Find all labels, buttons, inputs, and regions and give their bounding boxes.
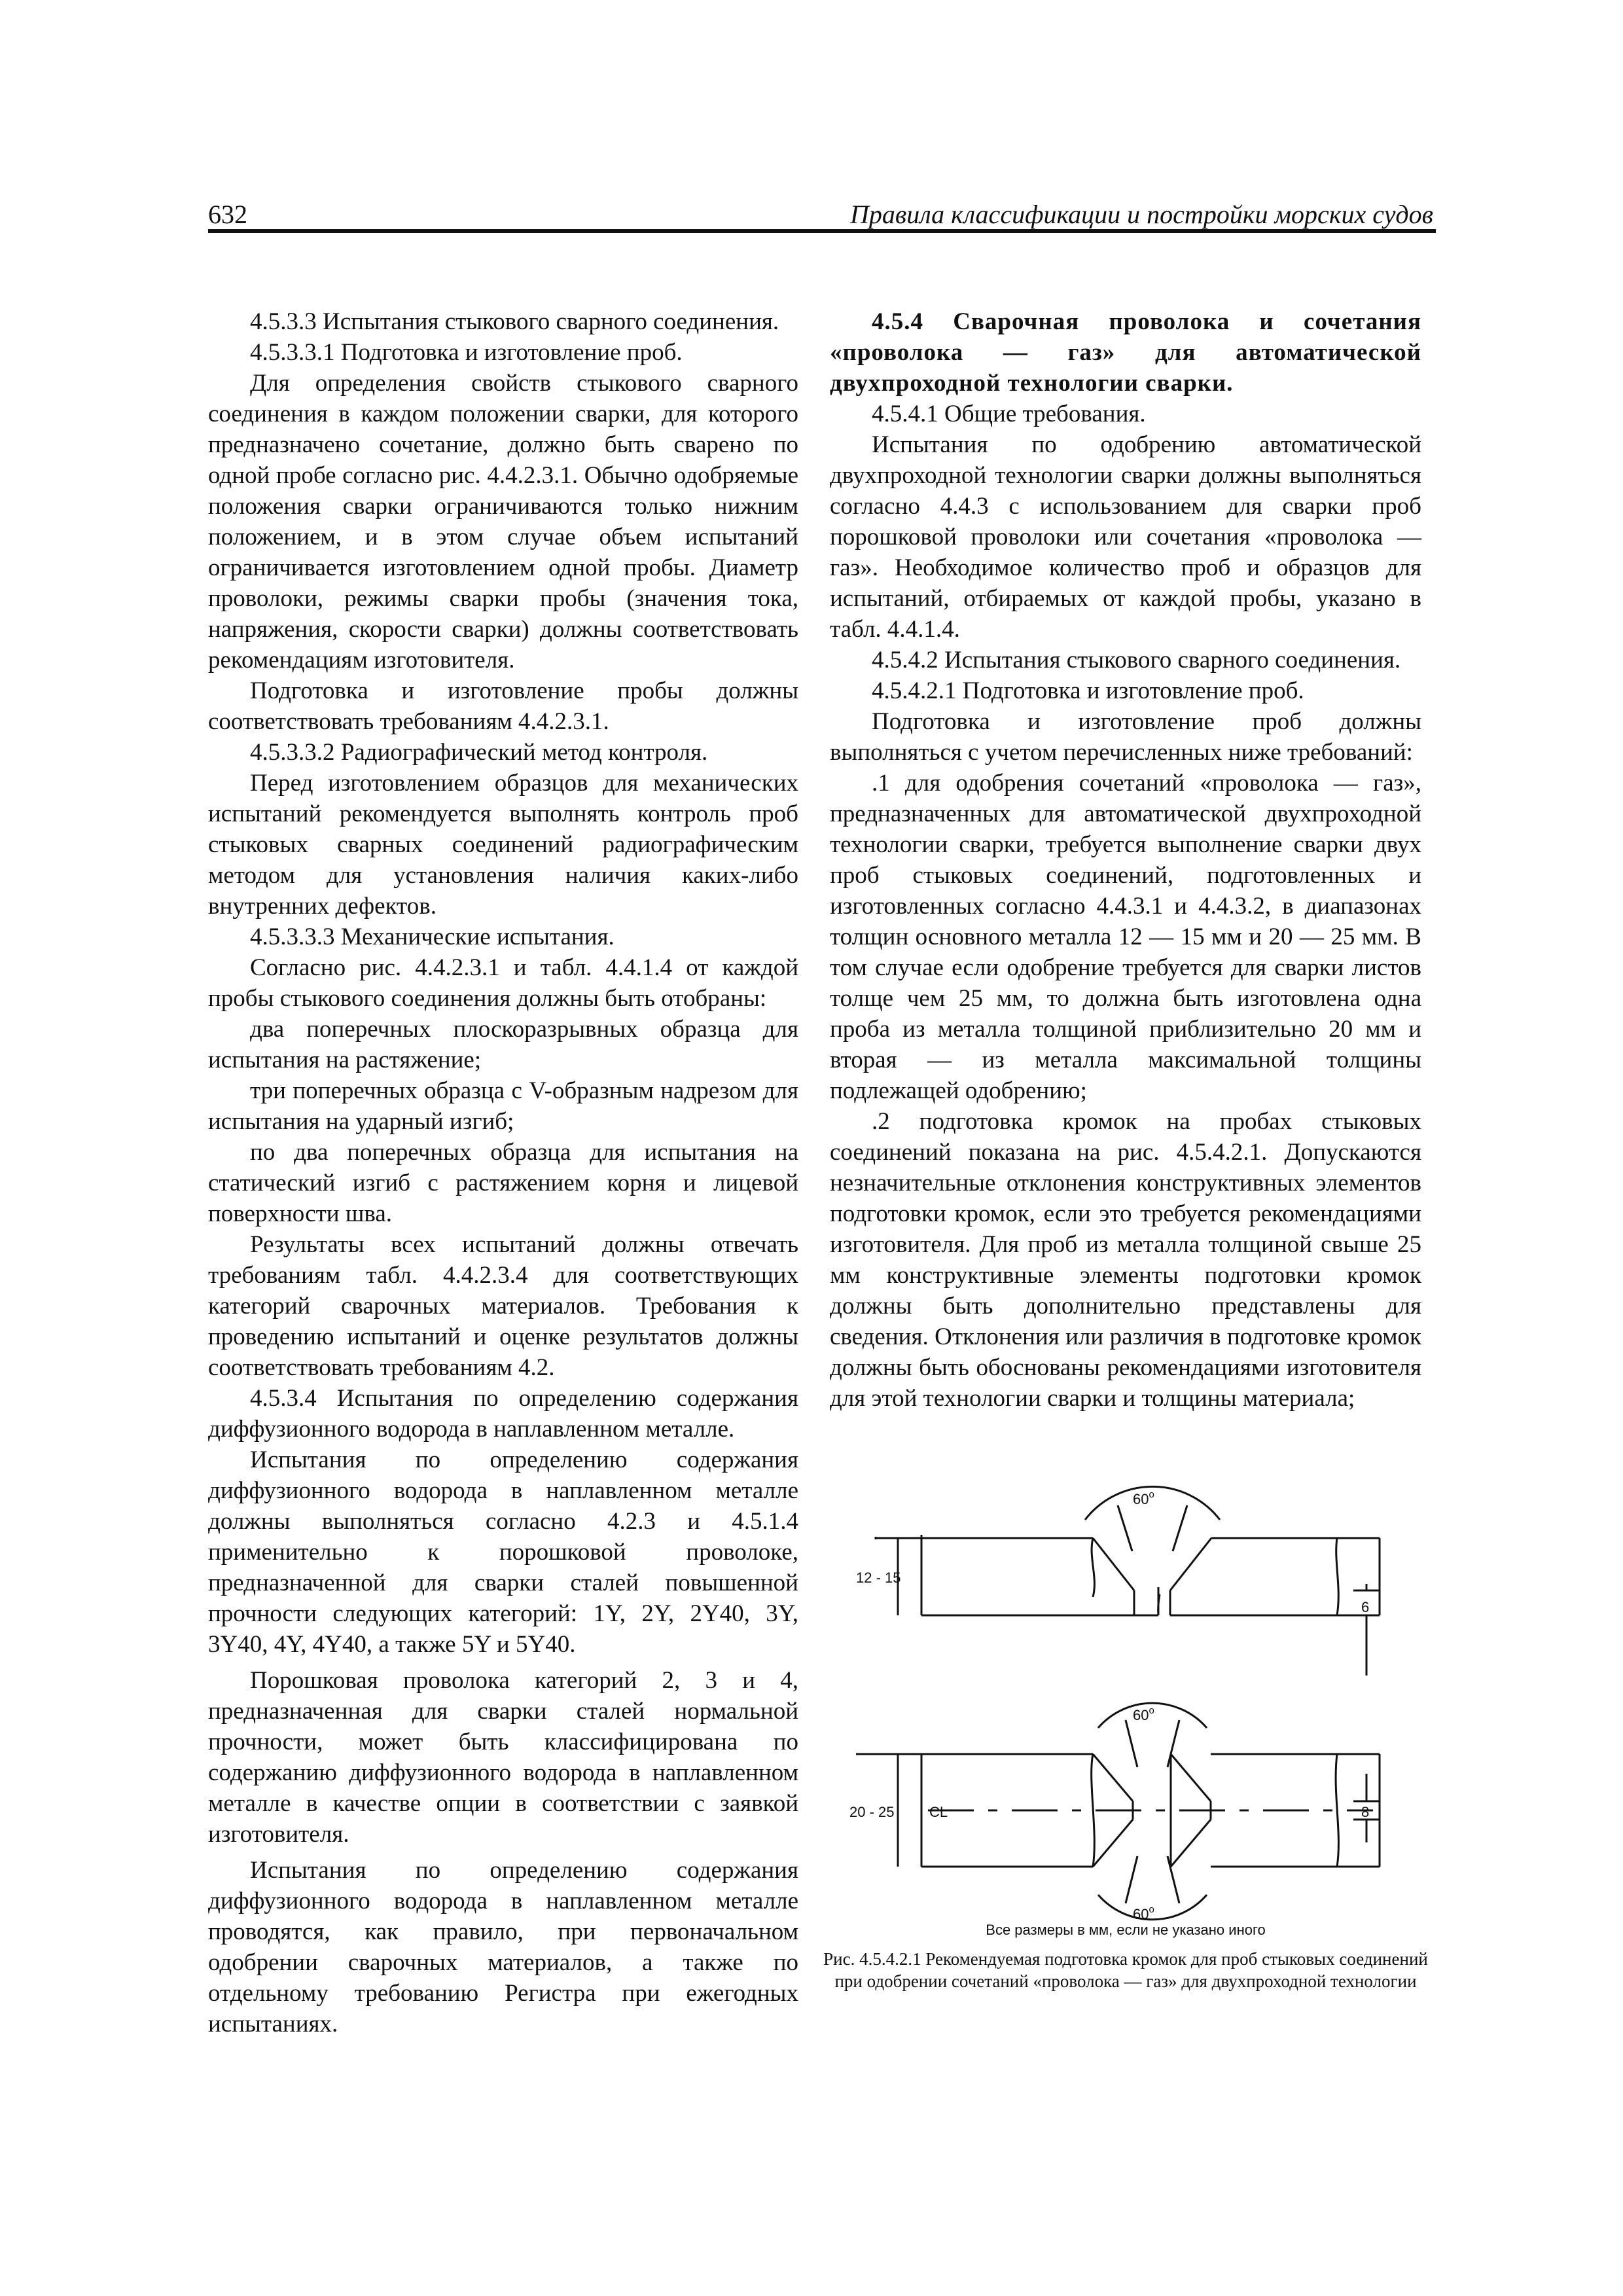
list-item: .2 подготовка кромок на пробах стыковых соединений показана на рис. 4.5.4.2.1. Допускаются незначительные отклонения конструктивных элементов подготовки кромок, если это требуется рекомендациями изготовителя. Для проб из металла толщиной свыше 25 мм конструктивные элементы подготовки кромок должны быть дополнительно представлены для сведения. Отклонения или различия в подготовке кромок должны быть обоснованы рекомендациями изготовителя для этой технологии сварки и толщины материала; xyxy=(830,1108,1421,1412)
angle-label-top: 60$^o$ xyxy=(1133,1489,1154,1507)
right-column xyxy=(830,306,1421,1414)
paragraph: Испытания по определению содержания диффузионного водорода в наплавленном металле проводятся, как правило, при первоначальном одобрении сварочных материалов, а также по отдельному требованию Регистра при ежегодных испытаниях. xyxy=(208,1857,798,2037)
subsection-heading: 4.5.4.2 Испытания стыкового сварного соединения. xyxy=(872,647,1401,673)
section-heading: 4.5.3.3 Испытания стыкового сварного соединения. xyxy=(250,308,779,335)
figure-caption: Рис. 4.5.4.2.1 Рекомендуемая подготовка кромок для проб стыковых соединений при одобрении сочетаний «проволока — газ» для двухпроходной технологии xyxy=(823,1949,1428,1991)
figure-note: Все размеры в мм, если не указано иного xyxy=(986,1922,1266,1938)
header-rule xyxy=(208,229,1436,233)
paragraph: Испытания по определению содержания диффузионного водорода в наплавленном металле должны выполняться согласно 4.2.3 и 4.5.1.4 применительно к порошковой проволоке, предназначенной для сварки сталей повышенной прочности следующих категорий: 1Y, 2Y, 2Y40, 3Y, 3Y40, 4Y, 4Y40, а также 5Y и 5Y40. xyxy=(208,1446,798,1658)
thickness-label-1: 12 - 15 xyxy=(856,1570,901,1586)
edge-preparation-drawing xyxy=(830,1466,1421,1924)
paragraph: Результаты всех испытаний должны отвечать требованиям табл. 4.4.2.3.4 для соответствующих категорий сварочных материалов. Требования к проведению испытаний и оценке результатов должны соответствовать требованиям 4.2. xyxy=(208,1231,798,1381)
subsection-heading: 4.5.3.3.2 Радиографический метод контроля. xyxy=(250,739,708,766)
subsection-heading: 4.5.3.3.3 Механические испытания. xyxy=(250,924,615,950)
root-label-1: 6 xyxy=(1361,1599,1370,1615)
list-item: по два поперечных образца для испытания на статический изгиб с растяжением корня и лицевой поверхности шва. xyxy=(208,1139,798,1227)
paragraph: Подготовка и изготовление проб должны выполняться с учетом перечисленных ниже требований: xyxy=(830,708,1421,766)
paragraph: Перед изготовлением образцов для механических испытаний рекомендуется выполнять контроль проб стыковых сварных соединений радиографическим методом для установления наличия каких-либо внутренних дефектов. xyxy=(208,770,798,920)
angle-label-middle: 60$^o$ xyxy=(1133,1705,1154,1723)
list-item: три поперечных образца с V-образным надрезом для испытания на ударный изгиб; xyxy=(208,1077,798,1135)
section-heading: 4.5.3.4 Испытания по определению содержания диффузионного водорода в наплавленном металле. xyxy=(208,1385,798,1443)
subsection-heading: 4.5.4.2.1 Подготовка и изготовление проб. xyxy=(872,677,1304,704)
list-item: .1 для одобрения сочетаний «проволока — газ», предназначенных для автоматической двухпроходной технологии сварки, требуется выполнение сварки двух проб стыковых соединений, подготовленных и изготовленных согласно 4.4.3.1 и 4.4.3.2, в диапазонах толщин основного металла 12 — 15 мм и 20 — 25 мм. В том случае если одобрение требуется для сварки листов толще чем 25 мм, то должна быть изготовлена одна проба из металла толщиной приблизительно 20 мм и вторая — из металла максимальной толщины подлежащей одобрению; xyxy=(830,770,1421,1104)
paragraph: Испытания по одобрению автоматической двухпроходной технологии сварки должны выполняться согласно 4.4.3 с использованием для сварки проб порошковой проволоки или сочетания «проволока — газ». Необходимое количество проб и образцов для испытаний, отбираемых от каждой пробы, указано в табл. 4.4.1.4. xyxy=(830,431,1421,643)
subsection-heading: 4.5.4.1 Общие требования. xyxy=(872,401,1146,427)
left-column xyxy=(208,306,798,2039)
section-heading: 4.5.4 Сварочная проволока и сочетания «проволока — газ» для автоматической двухпроходной технологии сварки. xyxy=(830,308,1421,397)
page-number: 632 xyxy=(208,200,247,229)
figure xyxy=(830,1466,1421,1924)
running-title: Правила классификации и постройки морских судов xyxy=(849,200,1433,229)
subsection-heading: 4.5.3.3.1 Подготовка и изготовление проб. xyxy=(250,339,683,366)
thickness-label-2: 20 - 25 xyxy=(849,1804,895,1820)
paragraph: Согласно рис. 4.4.2.3.1 и табл. 4.4.1.4 от каждой пробы стыкового соединения должны быть отобраны: xyxy=(208,954,798,1012)
list-item: два поперечных плоскоразрывных образца для испытания на растяжение; xyxy=(208,1016,798,1073)
paragraph: Для определения свойств стыкового сварного соединения в каждом положении сварки, для которого предназначено сочетание, должно быть сварено по одной пробе согласно рис. 4.4.2.3.1. Обычно одобряемые положения сварки ограничиваются только нижним положением, и в этом случае объем испытаний ограничивается изготовлением одной пробы. Диаметр проволоки, режимы сварки пробы (значения тока, напряжения, скорости сварки) должны соответствовать рекомендациям изготовителя. xyxy=(208,370,798,673)
angle-label-bottom: 60$^o$ xyxy=(1133,1904,1154,1922)
centerline-label: CL xyxy=(929,1804,948,1820)
paragraph: Порошковая проволока категорий 2, 3 и 4, предназначенная для сварки сталей нормальной прочности, может быть классифицирована по содержанию диффузионного водорода в наплавленном металле в качестве опции в соответствии с заявкой изготовителя. xyxy=(208,1667,798,1848)
paragraph: Подготовка и изготовление пробы должны соответствовать требованиям 4.4.2.3.1. xyxy=(208,677,798,735)
root-label-2: 8 xyxy=(1361,1804,1370,1820)
